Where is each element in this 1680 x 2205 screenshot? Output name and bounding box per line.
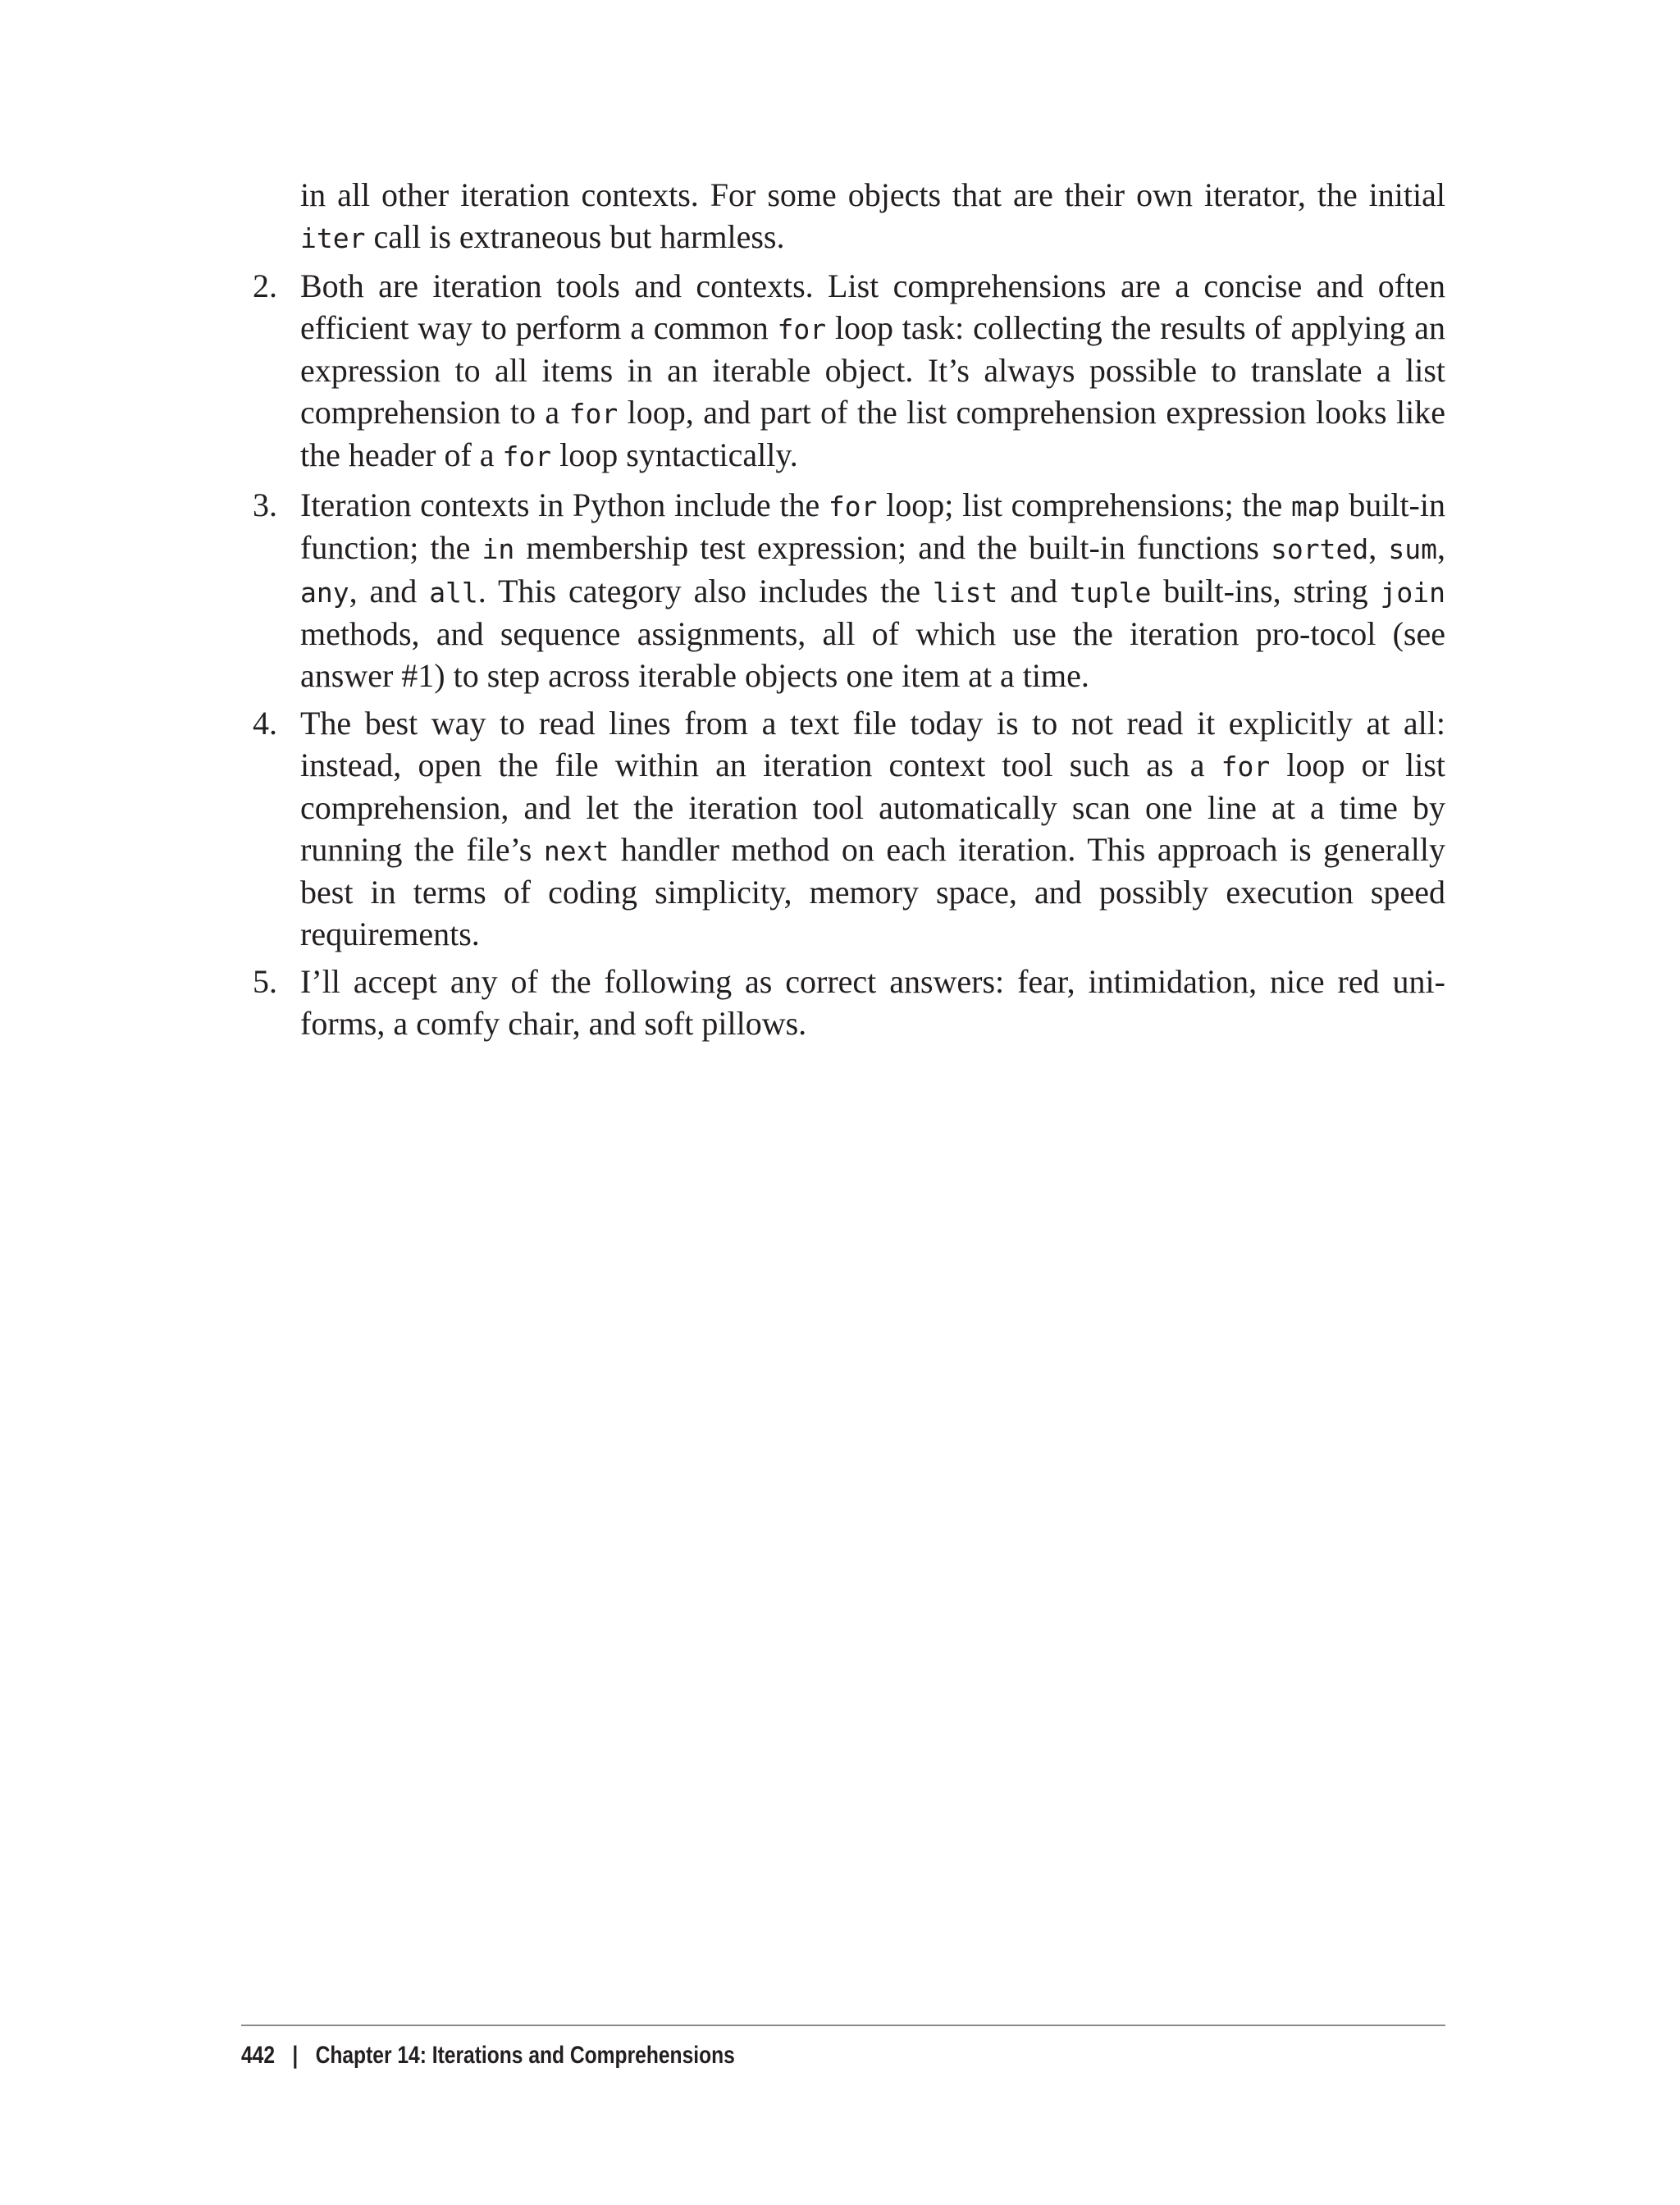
code-sum: sum	[1388, 533, 1438, 565]
code-all: all	[429, 576, 478, 609]
code-join: join	[1380, 576, 1446, 609]
code-tuple: tuple	[1070, 576, 1152, 609]
answer-list	[241, 175, 1445, 1051]
code-for: for	[1221, 750, 1271, 783]
code-any: any	[300, 576, 349, 609]
chapter-title: Chapter 14: Iterations and Comprehensions	[315, 2042, 735, 2069]
page-footer	[241, 2039, 735, 2072]
answer-4: 4. The best way to read lines from a text file today is to not read it explicitly at all: instead, open the file within an iteration context tool such as a for loop or list comprehension, and let the iteration tool automatically scan one line at a time by running the file’s next handler method on each iteration. This approach is generally best in terms of coding simplicity, memory space, and possibly execution speed requirements.	[253, 705, 1445, 952]
answer-number: 4.	[253, 705, 277, 742]
footer-rule	[241, 2025, 1445, 2026]
code-list: list	[932, 576, 998, 609]
answer-3: 3. Iteration contexts in Python include the for loop; list comprehensions; the map built-in function; the in membership test expression; and the built-in functions sorted, sum, any, and all. This category also includes the list and tuple built-ins, string join methods, and sequence assignments, all of which use the iteration pro-tocol (see answer #1) to step across iterable objects one item at a time.	[253, 486, 1446, 694]
code-sorted: sorted	[1271, 533, 1369, 565]
code-for: for	[568, 397, 619, 430]
answer-number: 3.	[253, 486, 277, 523]
code-for: for	[777, 313, 827, 345]
code-in: in	[482, 533, 515, 565]
code-map: map	[1290, 490, 1340, 523]
answer-number: 2.	[253, 267, 277, 304]
answer-5: 5. I’ll accept any of the following as correct answers: fear, intimidation, nice red uni-forms, a comfy chair, and soft pillows.	[253, 963, 1445, 1042]
page-number: 442	[241, 2042, 276, 2069]
code-for: for	[828, 490, 878, 523]
answer-number: 5.	[253, 963, 277, 1000]
code-iter: iter	[300, 221, 366, 254]
code-next: next	[543, 834, 609, 867]
code-for: for	[502, 441, 552, 472]
answer-2: 2. Both are iteration tools and contexts. List comprehensions are a concise and often efficient way to perform a common for loop task: collecting the results of applying an expression to all items in an iterable object. It’s always possible to translate a list comprehension to a for loop, and part of the list comprehension expression looks like the header of a for loop syntactically.	[253, 267, 1446, 473]
answer-1-continuation: in all other iteration contexts. For some objects that are their own iterator, the initial iter call is extraneous but harmless.	[300, 176, 1445, 255]
footer-separator: |	[292, 2042, 299, 2069]
